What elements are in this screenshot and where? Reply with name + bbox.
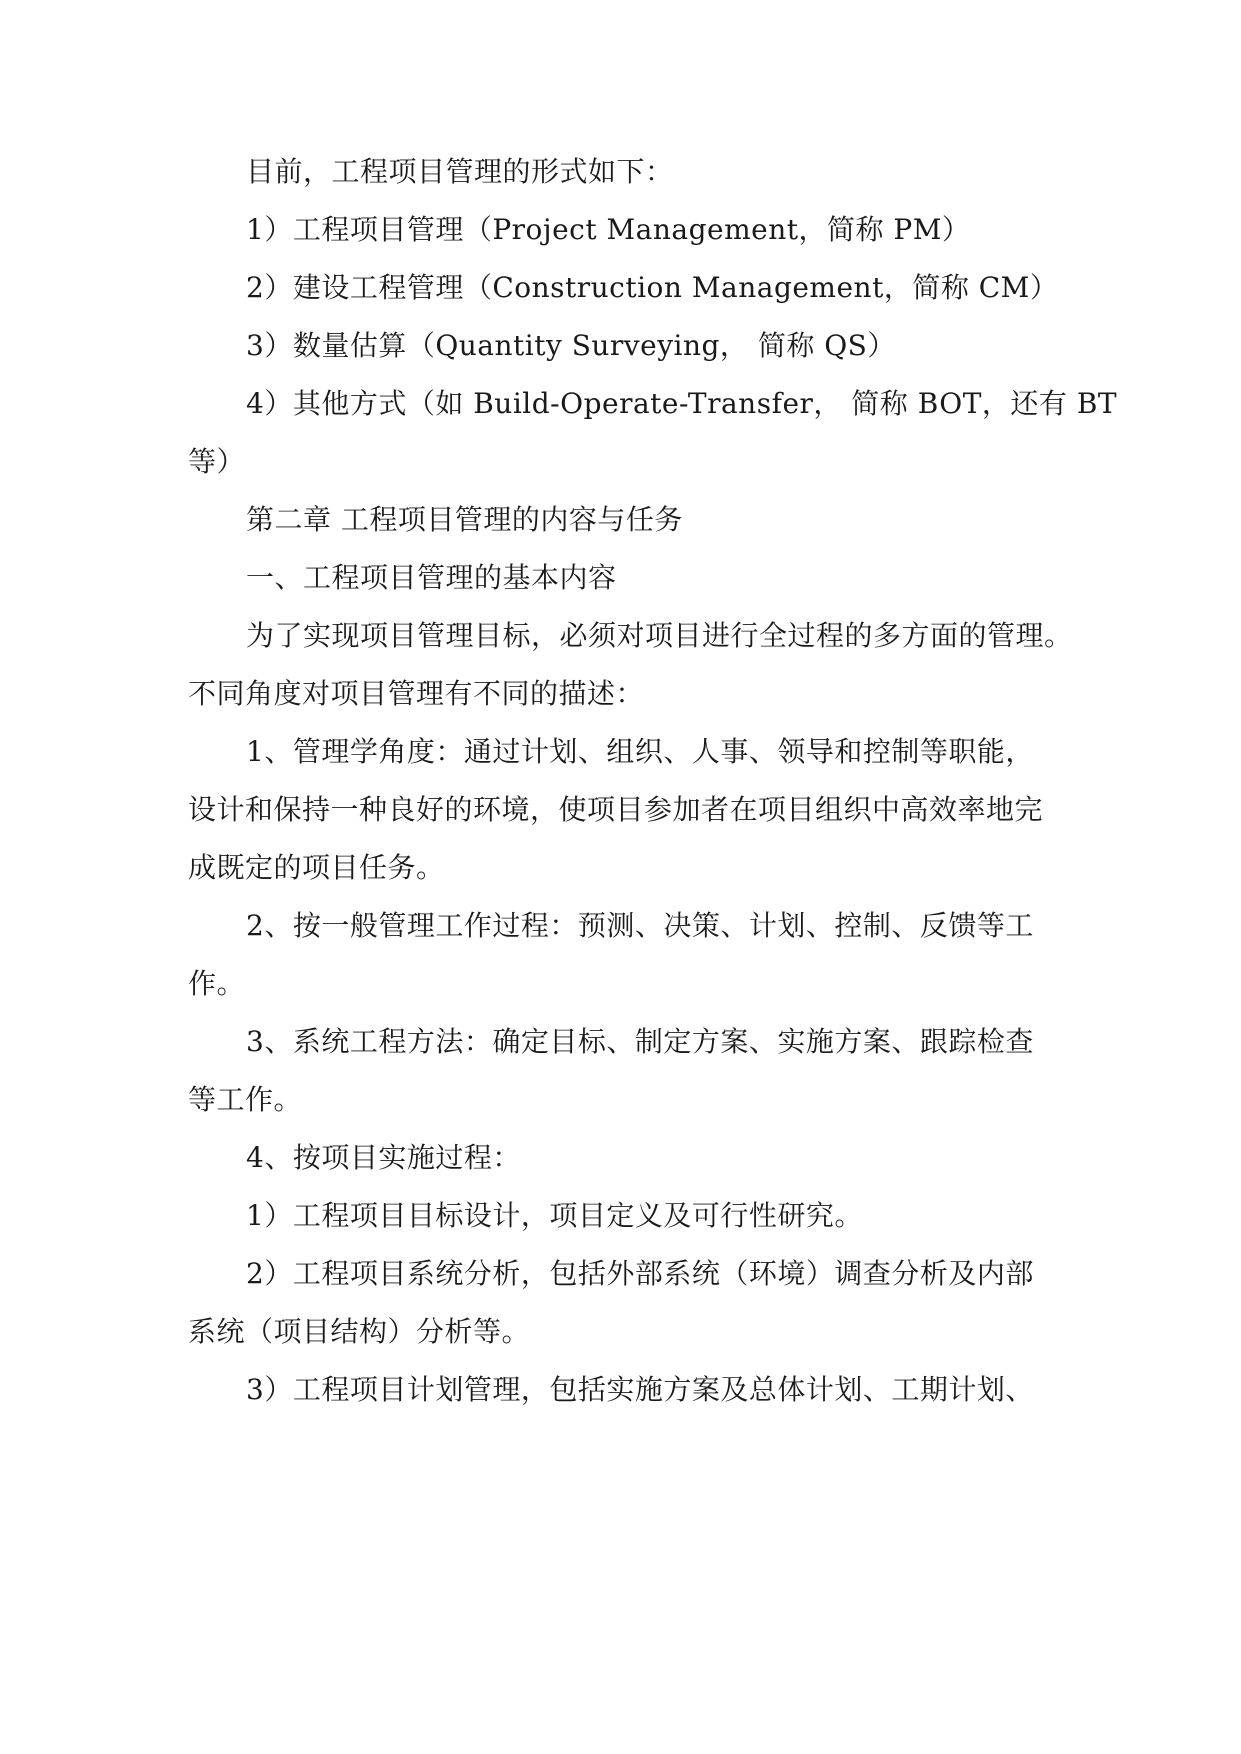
point-management-science-continued: 设计和保持一种良好的环境，使项目参加者在项目组织中高效率地完: [188, 793, 1044, 826]
point-implementation-process: 4、按项目实施过程：: [246, 1141, 521, 1174]
paragraph-intro: 目前，工程项目管理的形式如下：: [246, 155, 674, 188]
list-item-cm: 2）建设工程管理（Construction Management，简称 CM）: [246, 271, 1059, 304]
chapter-heading: 第二章 工程项目管理的内容与任务: [246, 503, 683, 536]
list-item-bot-continued: 等）: [188, 445, 246, 478]
list-item-qs: 3）数量估算（Quantity Surveying， 简称 QS）: [246, 329, 896, 362]
section-heading: 一、工程项目管理的基本内容: [246, 561, 617, 594]
point-management-science-end: 成既定的项目任务。: [188, 851, 445, 884]
subitem-objective-design: 1）工程项目目标设计，项目定义及可行性研究。: [246, 1199, 863, 1232]
subitem-system-analysis-end: 系统（项目结构）分析等。: [188, 1315, 531, 1348]
paragraph-goal: 为了实现项目管理目标，必须对项目进行全过程的多方面的管理。: [246, 619, 1073, 652]
point-systems-engineering-end: 等工作。: [188, 1083, 303, 1116]
list-item-bot: 4）其他方式（如 Build-Operate-Transfer， 简称 BOT，还有 BT: [246, 387, 1118, 420]
point-general-process: 2、按一般管理工作过程：预测、决策、计划、控制、反馈等工: [246, 909, 1034, 942]
subitem-system-analysis: 2）工程项目系统分析，包括外部系统（环境）调查分析及内部: [246, 1257, 1034, 1290]
paragraph-goal-continued: 不同角度对项目管理有不同的描述：: [188, 677, 645, 710]
list-item-pm: 1）工程项目管理（Project Management，简称 PM）: [246, 213, 971, 246]
point-systems-engineering: 3、系统工程方法：确定目标、制定方案、实施方案、跟踪检查: [246, 1025, 1034, 1058]
point-management-science: 1、管理学角度：通过计划、组织、人事、领导和控制等职能，: [246, 735, 1034, 768]
subitem-plan-management: 3）工程项目计划管理，包括实施方案及总体计划、工期计划、: [246, 1373, 1034, 1406]
point-general-process-end: 作。: [188, 967, 246, 1000]
